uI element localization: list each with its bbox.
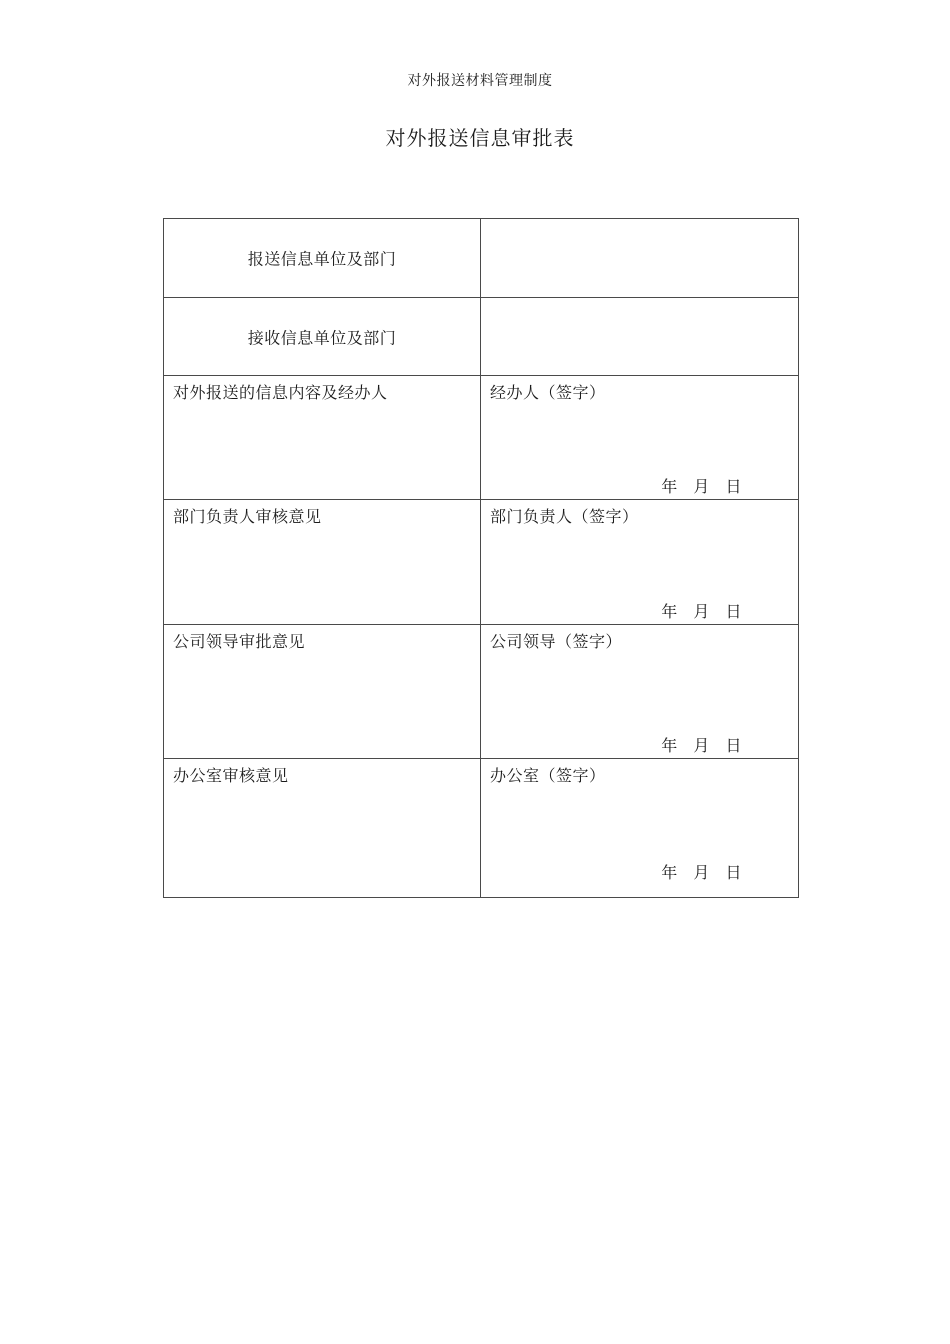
- sender-unit-value-cell: [481, 219, 799, 298]
- date-month: 月: [693, 602, 710, 621]
- table-row-content: [164, 376, 799, 500]
- receiver-unit-value-cell: [481, 298, 799, 376]
- date-year: 年: [661, 736, 678, 755]
- table-row-sender-unit: [164, 219, 799, 298]
- content-sign-cell: [481, 376, 799, 500]
- page-title: 对外报送信息审批表: [385, 126, 575, 150]
- dept-head-signature-label: 部门负责人（签字）: [490, 507, 639, 526]
- table-row-office-review: [164, 759, 799, 898]
- date-line: [661, 860, 742, 883]
- leader-signature-label: 公司领导（签字）: [490, 632, 623, 651]
- table-row-dept-review: [164, 500, 799, 625]
- date-year: 年: [661, 477, 678, 496]
- office-label-cell: [164, 759, 481, 898]
- table-row-leader-approval: [164, 625, 799, 759]
- handler-signature-label: 经办人（签字）: [490, 383, 606, 402]
- date-month: 月: [693, 736, 710, 755]
- date-line: [661, 733, 742, 756]
- office-signature-label: 办公室（签字）: [490, 766, 606, 785]
- dept-sign-cell: [481, 500, 799, 625]
- date-year: 年: [661, 863, 678, 882]
- date-day: 日: [725, 477, 742, 496]
- leader-label-cell: [164, 625, 481, 759]
- table-row-receiver-unit: [164, 298, 799, 376]
- date-month: 月: [693, 477, 710, 496]
- running-header: 对外报送材料管理制度: [407, 73, 553, 89]
- sender-unit-label: 报送信息单位及部门: [247, 249, 397, 269]
- office-sign-cell: [481, 759, 799, 898]
- date-month: 月: [693, 863, 710, 882]
- date-day: 日: [725, 863, 742, 882]
- date-day: 日: [725, 602, 742, 621]
- content-label: 对外报送的信息内容及经办人: [173, 383, 388, 402]
- date-line: [661, 599, 742, 622]
- approval-form-table: [163, 218, 799, 898]
- date-year: 年: [661, 602, 678, 621]
- sender-unit-label-cell: [164, 219, 481, 298]
- leader-sign-cell: [481, 625, 799, 759]
- receiver-unit-label-cell: [164, 298, 481, 376]
- leader-approval-label: 公司领导审批意见: [173, 632, 306, 651]
- dept-label-cell: [164, 500, 481, 625]
- content-label-cell: [164, 376, 481, 500]
- receiver-unit-label: 接收信息单位及部门: [247, 328, 397, 347]
- dept-review-label: 部门负责人审核意见: [173, 507, 322, 526]
- date-day: 日: [725, 736, 742, 755]
- date-line: [661, 474, 742, 497]
- office-review-label: 办公室审核意见: [173, 766, 289, 785]
